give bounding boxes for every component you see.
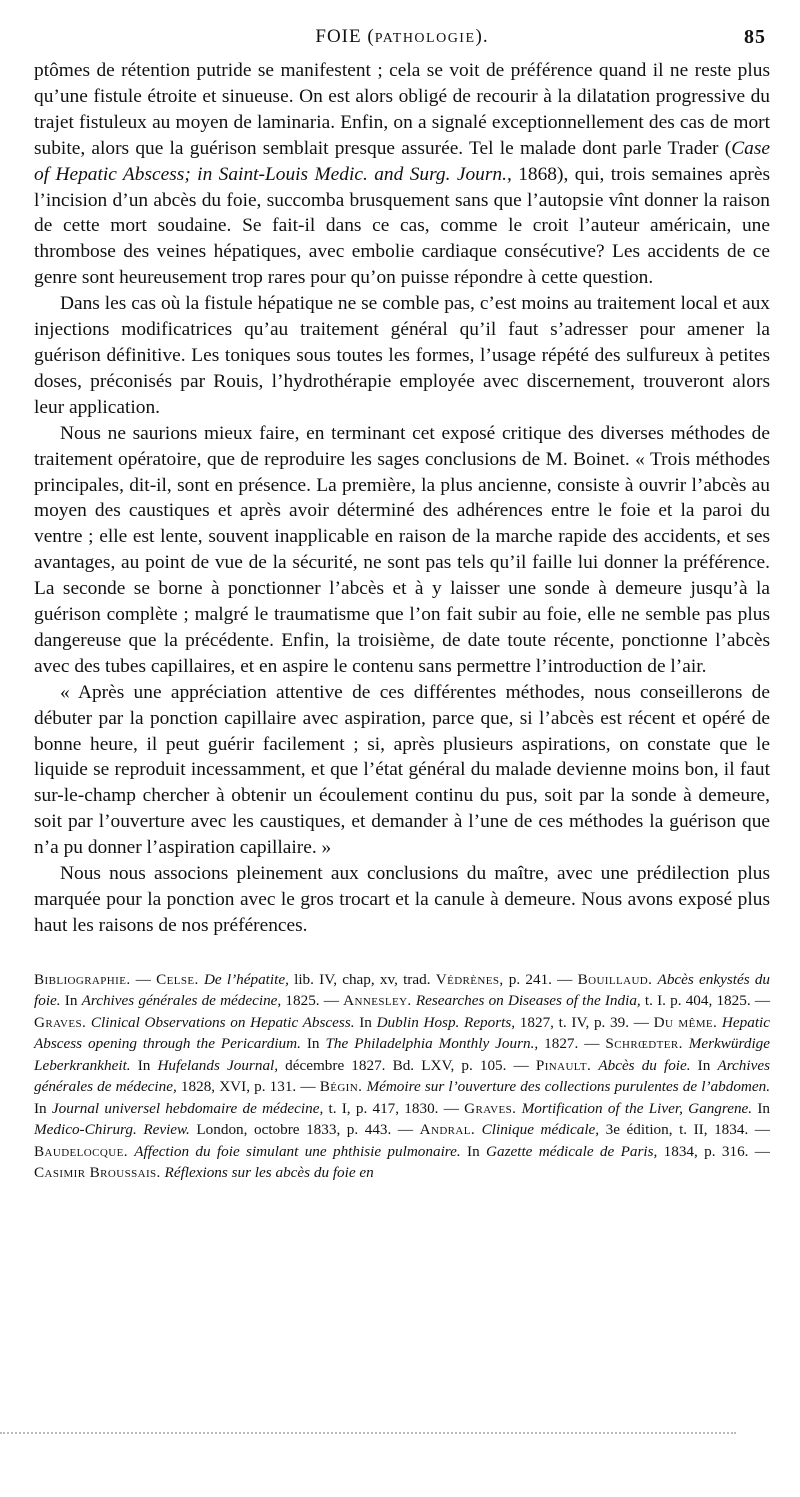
text-run: Nous ne saurions mieux faire, en terminant cet exposé critique des diverses méthodes de traitement opératoire, que de reproduire les sages conclusions de M. Boinet. « Trois méthodes principales, dit-il, sont en présence. La première, la plus ancienne, consiste à ouvrir l’abcès au moyen des caustiques et après avoir déterminé des adhérences entre le foie et la paroi du ventre ; elle est lente, souvent inapplicable en raison de la marche rapide des accidents, et ses avantages, au point de vue de la sécurité, ne sont pas tels qu’il faille lui donner la préférence. La seconde se borne à ponctionner l’abcès et à y laisser une sonde à demeure jusqu’à la guérison complète ; malgré le traumatisme que l’on fait subir au foie, elle ne semble pas plus dangereuse que la précédente. Enfin, la troisième, de date toute récente, ponctionne l’abcès avec des tubes capillaires, et en aspire le contenu sans permettre l’introduction de l’air. <box>34 422 770 677</box>
smallcaps-run: Schrœdter. <box>605 1035 683 1053</box>
italic-run: The Philadelphia Monthly Journ., <box>325 1035 539 1053</box>
paragraph <box>34 291 770 421</box>
text-run: 1825. — <box>281 992 344 1010</box>
text-run: 1828, XVI, p. 131. — <box>176 1078 320 1096</box>
text-run: p. 241. — <box>503 970 578 988</box>
italic-run: Hufelands Journal, <box>157 1056 279 1074</box>
smallcaps-run: Bouillaud. <box>577 970 653 988</box>
italic-run: Affection du foie simulant une phthisie pulmonaire. <box>134 1142 461 1160</box>
italic-run: Mortification of the Liver, Gangrene. <box>521 1099 753 1117</box>
italic-run: Archives générales de médecine, <box>81 992 282 1010</box>
italic-run: Merkwürdige Leberkrankheit. <box>34 1035 771 1074</box>
text-run: In <box>460 1142 487 1160</box>
text-run: Nous nous associons pleinement aux conclusions du maître, avec une prédilection plus marquée pour la ponction avec le gros trocart et la canule à demeure. Nous avons exposé plus haut les raisons de nos préférences. <box>34 863 770 936</box>
running-title <box>34 26 770 48</box>
smallcaps-run: Celse. <box>156 970 199 988</box>
text-run: 1827. — <box>538 1035 606 1053</box>
paragraph <box>34 58 770 291</box>
page-number: 85 <box>744 26 766 48</box>
text-run: t. I. p. 404, 1825. — <box>640 992 771 1010</box>
text-run: In <box>130 1056 158 1074</box>
body-text <box>34 58 770 939</box>
smallcaps-run: Graves. <box>464 1099 517 1117</box>
italic-run: Hepatic Abscess opening through the Pericardium. <box>34 1013 770 1053</box>
text-run: In <box>354 1013 377 1031</box>
text-run: 3e édition, t. II, 1834. — <box>599 1121 770 1139</box>
text-run: In <box>690 1056 718 1074</box>
running-title-end: ). <box>475 26 489 47</box>
text-run: t. I, p. 417, 1830. — <box>323 1099 465 1117</box>
smallcaps-run: Védrènes, <box>435 970 504 988</box>
text-run: In <box>300 1035 326 1053</box>
text-run: In <box>60 992 82 1010</box>
text-run: — <box>130 970 157 988</box>
smallcaps-run: Bibliographie. <box>34 970 131 988</box>
running-header <box>34 26 770 58</box>
italic-run: Archives générales de médecine, <box>34 1056 771 1096</box>
smallcaps-run: Andral. <box>419 1121 476 1139</box>
smallcaps-run: Annesley. <box>343 992 412 1010</box>
bibliography <box>34 969 770 1184</box>
italic-run: Abcès enkystés du foie. <box>34 970 771 1010</box>
italic-run: Abcès du foie. <box>598 1056 691 1074</box>
italic-run: De l’hépatite, <box>203 970 289 988</box>
text-run: In <box>34 1099 52 1117</box>
running-title-smallcaps: PATHOLOGIE <box>374 31 476 46</box>
italic-run: Journal universel hebdomaire de médecine, <box>51 1099 324 1117</box>
text-run: ptômes de rétention putride se manifestent ; cela se voit de préférence quand il ne reste plus qu’une fistule étroite et sinueuse. On est alors obligé de recourir à la dilatation progressive du trajet fistuleux au moyen de laminaria. Enfin, on a signalé exceptionnellement des cas de mort subite, alors que la guérison semblait presque assurée. Tel le malade dont parle Trader ( <box>34 60 770 159</box>
text-run: London, octobre 1833, p. 443. — <box>189 1121 420 1139</box>
italic-run: Gazette médicale de Paris, <box>486 1142 658 1160</box>
italic-run: Dublin Hosp. Reports, <box>376 1013 516 1031</box>
text-run: Dans les cas où la fistule hépatique ne se comble pas, c’est moins au traitement local et aux injections modificatrices qu’au traitement général qu’il faut s’adresser pour amener la guérison définitive. Les toniques sous toutes les formes, l’usage répété des sulfureux à petites doses, préconisés par Rouis, l’hydrothérapie employée avec discernement, trouveront alors leur application. <box>34 293 770 418</box>
smallcaps-run: Du même. <box>653 1013 718 1031</box>
running-title-main: FOIE ( <box>315 26 375 47</box>
paragraph <box>34 861 770 939</box>
text-run: 1834, p. 316. — <box>657 1142 770 1160</box>
italic-run: Researches on Diseases of the India, <box>415 992 641 1010</box>
italic-run: Clinical Observations on Hepatic Abscess. <box>90 1013 355 1031</box>
smallcaps-run: Graves. <box>34 1013 87 1031</box>
text-run: In <box>752 1099 771 1117</box>
smallcaps-run: Pinault. <box>535 1056 592 1074</box>
text-run: 1827, t. IV, p. 39. — <box>515 1013 654 1031</box>
paragraph <box>34 421 770 680</box>
document-page <box>34 26 770 1184</box>
page-bottom-rule <box>0 1432 736 1434</box>
italic-run: Medico-Chirurg. Review. <box>34 1121 190 1139</box>
text-run: lib. IV, chap, xv, trad. <box>288 970 436 988</box>
smallcaps-run: Bégin. <box>319 1078 363 1096</box>
italic-run: Clinique médicale, <box>481 1121 600 1139</box>
smallcaps-run: Casimir Broussais. <box>34 1164 161 1182</box>
text-run: décembre 1827. Bd. LXV, p. 105. — <box>278 1056 536 1074</box>
italic-run: Case of Hepatic Abscess; in Saint-Louis Medic. and Surg. Journ. <box>34 137 770 185</box>
paragraph <box>34 680 770 861</box>
italic-run: Réflexions sur les abcès du foie en <box>164 1164 374 1182</box>
smallcaps-run: Baudelocque. <box>34 1142 128 1160</box>
italic-run: Mémoire sur l’ouverture des collections purulentes de l’abdomen. <box>366 1078 771 1096</box>
text-run: , 1868), qui, trois semaines après l’incision d’un abcès du foie, succomba brusquement sans que l’autopsie vînt donner la raison de cette mort soudaine. Se fait-il dans ce cas, comme le croit l’auteur américain, une thrombose des veines hépatiques, avec embolie cardiaque consécutive? Les accidents de ce genre sont heureusement trop rares pour qu’on puisse répondre à cette question. <box>34 163 771 289</box>
text-run: « Après une appréciation attentive de ces différentes méthodes, nous conseillerons de débuter par la ponction capillaire avec aspiration, parce que, si l’abcès est récent et opéré de bonne heure, il peut guérir facilement ; si, après plusieurs aspirations, on constate que le liquide se reproduit incessamment, et que l’état général du malade devienne moins bon, il faut sur-le-champ chercher à obtenir un écoulement continu du pus, soit par la sonde à demeure, soit par l’ouverture avec les caustiques, et demander à l’une de ces méthodes la guérison que n’a pu donner l’aspiration capillaire. » <box>34 681 770 859</box>
